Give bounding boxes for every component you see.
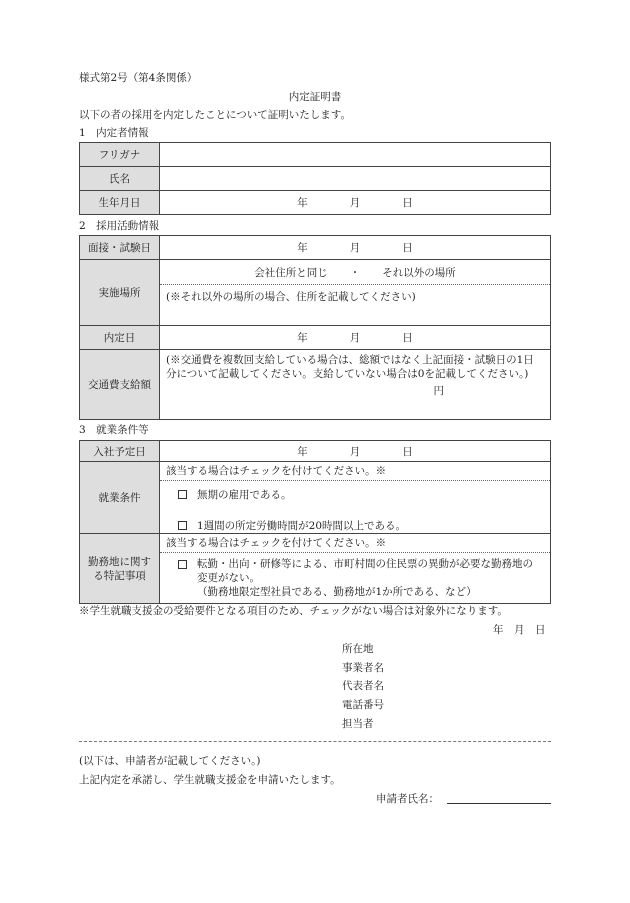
applicant-info-table [79, 142, 551, 215]
year-unit: 年 [297, 197, 308, 209]
birthdate-label: 生年月日 [80, 191, 160, 215]
applicant-name-field[interactable] [447, 803, 551, 804]
checkbox[interactable] [178, 560, 187, 569]
transport-field[interactable] [160, 350, 551, 420]
month-unit: 月 [349, 242, 361, 254]
month-unit: 月 [349, 445, 361, 458]
start-date-row [80, 441, 551, 462]
employment-label: 就業条件 [80, 462, 160, 534]
interview-date-field[interactable] [160, 236, 551, 260]
venue-row [80, 260, 551, 326]
workplace-field [160, 534, 551, 604]
venue-option-other[interactable]: それ以外の場所 [382, 266, 456, 279]
employment-item1-text: 無期の雇用である。 [197, 489, 292, 501]
footnote: ※学生就職支援金の受給要件となる項目のため、チェックがない場合は対象外になります。 [79, 605, 508, 617]
workplace-item-text: 転勤・出向・研修等による、市町村間の住民票の異動が必要な勤務地の変更がない。 [197, 558, 533, 584]
day-unit: 日 [402, 445, 413, 458]
issuer-phone-label: 電話番号 [342, 699, 384, 711]
year-unit: 年 [297, 242, 308, 254]
employment-field [160, 462, 551, 534]
applicant-note: (以下は、申請者が記載してください。) [79, 755, 261, 767]
year-unit: 年 [297, 332, 308, 344]
transport-row [80, 350, 551, 420]
venue-label: 実施場所 [80, 260, 160, 326]
workplace-item-note: （勤務地限定型社員である、勤務地が1か所である、など） [197, 586, 477, 598]
interview-row [80, 236, 551, 260]
month-unit: 月 [349, 332, 361, 344]
checkbox[interactable] [178, 521, 187, 530]
form-number: 様式第2号（第4条関係） [79, 72, 198, 84]
employment-item-hours[interactable] [160, 502, 550, 533]
workplace-instruction: 該当する場合はチェックを付けてください。※ [160, 534, 550, 553]
section1-heading: 1 内定者情報 [79, 127, 149, 139]
offer-date-row [80, 326, 551, 350]
document-title: 内定証明書 [288, 91, 342, 103]
yen-unit: 円 [433, 385, 444, 397]
checkbox[interactable] [178, 490, 187, 499]
day-unit: 日 [402, 242, 413, 254]
issuer-company-label: 事業者名 [342, 662, 384, 674]
year-unit: 年 [297, 445, 308, 458]
furigana-row [80, 143, 551, 167]
venue-note: (※それ以外の場所の場合、住所を記載してください) [166, 291, 416, 303]
issuer-person-label: 担当者 [342, 718, 374, 730]
birthdate-field[interactable] [160, 191, 551, 215]
applicant-name-label: 申請者氏名： [376, 793, 439, 805]
workplace-item[interactable] [160, 553, 550, 599]
name-row [80, 167, 551, 191]
workplace-row [80, 534, 551, 604]
issuer-representative-label: 代表者名 [342, 680, 384, 692]
applicant-statement: 上記内定を承諾し、学生就職支援金を申請いたします。 [79, 774, 341, 786]
interview-date-label: 面接・試験日 [80, 236, 160, 260]
start-date-field[interactable] [160, 441, 551, 462]
furigana-field[interactable] [160, 143, 551, 167]
start-date-label: 入社予定日 [80, 441, 160, 462]
offer-date-label: 内定日 [80, 326, 160, 350]
intro-text: 以下の者の採用を内定したことについて証明いたします。 [79, 109, 351, 121]
workplace-label: 勤務地に関する特記事項 [80, 534, 160, 604]
section2-heading: 2 採用活動情報 [79, 220, 160, 232]
section3-heading: 3 就業条件等 [79, 424, 149, 436]
employment-item-indefinite[interactable] [160, 481, 550, 502]
transport-note: (※交通費を複数回支給している場合は、総額ではなく上記面接・試験日の1日分について記載してください。支給していない場合は0を記載してください。) [166, 354, 534, 380]
month-unit: 月 [349, 197, 361, 209]
issuer-address-label: 所在地 [342, 643, 374, 655]
name-field[interactable] [160, 167, 551, 191]
issue-date: 年 月 日 [493, 624, 546, 636]
offer-date-field[interactable] [160, 326, 551, 350]
name-label: 氏名 [80, 167, 160, 191]
employment-item2-text: 1週間の所定労働時間が20時間以上である。 [197, 520, 407, 532]
recruitment-info-table [79, 235, 551, 420]
venue-separator: ・ [349, 266, 361, 279]
birthdate-row [80, 191, 551, 215]
employment-row [80, 462, 551, 534]
venue-address-area[interactable] [160, 285, 550, 325]
transport-label: 交通費支給額 [80, 350, 160, 420]
day-unit: 日 [402, 197, 413, 209]
venue-option-company-address[interactable]: 会社住所と同じ [254, 266, 328, 279]
venue-field [160, 260, 551, 326]
cut-line-divider [79, 741, 551, 742]
employment-instruction: 該当する場合はチェックを付けてください。※ [160, 462, 550, 481]
day-unit: 日 [402, 332, 413, 344]
employment-conditions-table [79, 440, 551, 604]
furigana-label: フリガナ [80, 143, 160, 167]
